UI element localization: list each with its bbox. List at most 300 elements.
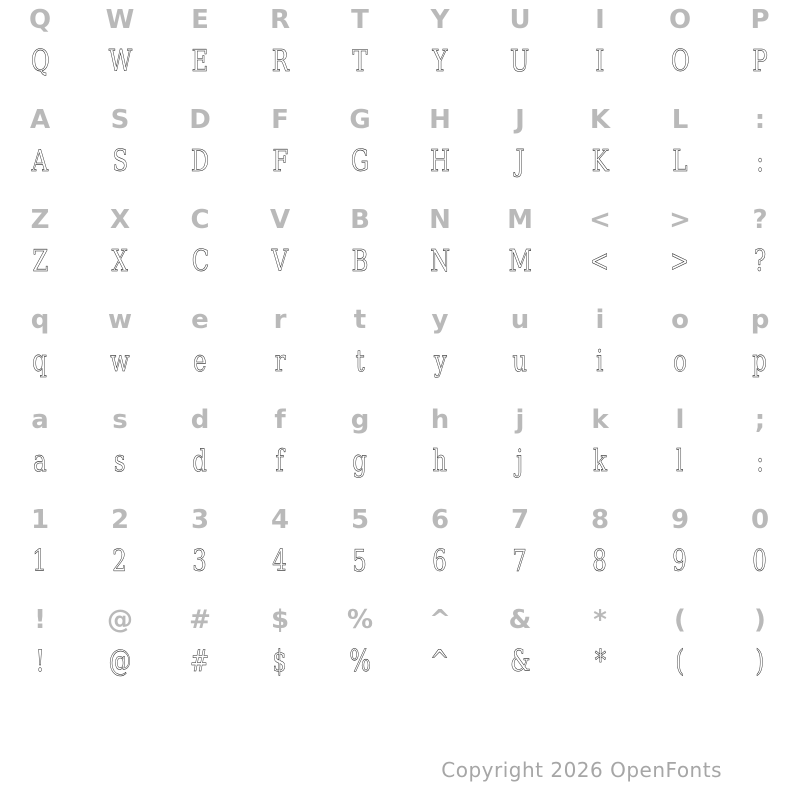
specimen-char: [80, 240, 160, 284]
label-char: [160, 300, 240, 340]
label-char: [80, 100, 160, 140]
specimen-char: [240, 140, 320, 184]
specimen-char-glyph: !: [35, 644, 45, 679]
label-char: [240, 100, 320, 140]
specimen-char: [560, 440, 640, 484]
specimen-char-glyph: <: [590, 244, 610, 279]
specimen-char-glyph: p: [752, 344, 768, 379]
label-char-glyph: *: [593, 605, 607, 635]
specimen-char-glyph: ^: [430, 644, 450, 679]
label-char: [0, 600, 80, 640]
label-char: [720, 600, 800, 640]
specimen-char: [320, 40, 400, 84]
label-char-glyph: G: [349, 105, 371, 135]
label-char: [160, 500, 240, 540]
specimen-char-glyph: Q: [30, 44, 50, 79]
label-char: [720, 200, 800, 240]
label-char: [400, 300, 480, 340]
label-char: [400, 200, 480, 240]
specimen-char: [400, 340, 480, 384]
specimen-char-glyph: O: [670, 44, 690, 79]
label-char-glyph: S: [110, 105, 130, 135]
specimen-char-glyph: f: [275, 444, 285, 479]
specimen-line: [0, 340, 800, 384]
specimen-char-glyph: Y: [432, 44, 448, 79]
specimen-line: [0, 240, 800, 284]
label-char-glyph: U: [509, 5, 531, 35]
label-char-glyph: Q: [28, 5, 52, 35]
label-char: [640, 600, 720, 640]
specimen-char: [720, 140, 800, 184]
specimen-char: [240, 40, 320, 84]
specimen-char-glyph: w: [110, 344, 130, 379]
label-char: [560, 400, 640, 440]
label-char-glyph: #: [189, 605, 211, 635]
label-char: [240, 500, 320, 540]
label-char-glyph: g: [350, 405, 370, 435]
label-char: [0, 200, 80, 240]
specimen-char: [640, 140, 720, 184]
label-char-glyph: Y: [430, 5, 450, 35]
label-char: [560, 300, 640, 340]
label-char: [560, 0, 640, 40]
specimen-char-glyph: V: [271, 244, 289, 279]
specimen-char-glyph: 7: [512, 544, 528, 579]
specimen-char: [480, 340, 560, 384]
specimen-char: [400, 140, 480, 184]
specimen-char-glyph: 5: [352, 544, 368, 579]
label-char-glyph: O: [668, 5, 692, 35]
specimen-char: [480, 440, 560, 484]
specimen-char-glyph: y: [433, 344, 447, 379]
label-char: [640, 300, 720, 340]
label-char: [160, 600, 240, 640]
specimen-char: [480, 240, 560, 284]
specimen-char-glyph: :: [756, 144, 764, 179]
specimen-char: [400, 40, 480, 84]
char-row-lowercase-top-row: [0, 300, 800, 400]
specimen-char-glyph: 2: [112, 544, 128, 579]
label-char-glyph: &: [508, 605, 532, 635]
label-char-glyph: C: [190, 205, 210, 235]
label-char: [640, 500, 720, 540]
label-char-glyph: %: [346, 605, 374, 635]
specimen-char-glyph: C: [191, 244, 209, 279]
label-char: [560, 500, 640, 540]
label-char-glyph: F: [271, 105, 289, 135]
specimen-char: [0, 440, 80, 484]
specimen-char: [480, 640, 560, 684]
label-char-glyph: 7: [510, 505, 530, 535]
label-char-glyph: 9: [670, 505, 690, 535]
specimen-char-glyph: l: [676, 444, 684, 479]
specimen-char: [160, 240, 240, 284]
label-line: [0, 100, 800, 140]
char-row-uppercase-top-row: [0, 0, 800, 100]
specimen-line: [0, 540, 800, 584]
label-char-glyph: 3: [190, 505, 210, 535]
label-char: [720, 300, 800, 340]
label-char-glyph: e: [191, 305, 209, 335]
specimen-char-glyph: E: [191, 44, 209, 79]
label-char-glyph: 0: [750, 505, 770, 535]
char-row-uppercase-home-row: [0, 100, 800, 200]
char-row-uppercase-bottom-row: [0, 200, 800, 300]
specimen-line: [0, 440, 800, 484]
specimen-char: [0, 340, 80, 384]
specimen-char: [160, 440, 240, 484]
specimen-char: [240, 340, 320, 384]
label-char: [320, 600, 400, 640]
specimen-char-glyph: t: [355, 344, 365, 379]
label-char-glyph: u: [510, 305, 530, 335]
label-char-glyph: $: [270, 605, 290, 635]
label-char-glyph: @: [107, 605, 133, 635]
specimen-char-glyph: ?: [753, 244, 767, 279]
char-row-digits-row: [0, 500, 800, 600]
label-char-glyph: r: [273, 305, 287, 335]
label-char: [640, 400, 720, 440]
label-char: [480, 100, 560, 140]
label-char-glyph: D: [189, 105, 211, 135]
label-char-glyph: 6: [430, 505, 450, 535]
label-char-glyph: R: [269, 5, 291, 35]
specimen-char: [720, 40, 800, 84]
label-char: [320, 0, 400, 40]
label-char-glyph: 8: [590, 505, 610, 535]
label-char-glyph: >: [669, 205, 691, 235]
label-char: [640, 200, 720, 240]
specimen-char: [320, 640, 400, 684]
label-char: [400, 100, 480, 140]
label-char: [160, 400, 240, 440]
label-char: [0, 400, 80, 440]
specimen-char: [720, 440, 800, 484]
specimen-char: [560, 240, 640, 284]
label-char: [400, 0, 480, 40]
specimen-char: [320, 440, 400, 484]
specimen-char: [400, 240, 480, 284]
specimen-char: [400, 540, 480, 584]
label-char-glyph: H: [429, 105, 451, 135]
specimen-char-glyph: J: [515, 144, 525, 179]
label-char: [160, 100, 240, 140]
specimen-char: [80, 140, 160, 184]
label-char-glyph: <: [589, 205, 611, 235]
label-char: [80, 500, 160, 540]
specimen-char: [480, 40, 560, 84]
label-char: [0, 300, 80, 340]
specimen-char: [320, 240, 400, 284]
label-char-glyph: K: [589, 105, 611, 135]
specimen-char: [160, 540, 240, 584]
label-char-glyph: P: [750, 5, 770, 35]
label-char-glyph: 5: [350, 505, 370, 535]
label-line: [0, 400, 800, 440]
label-char: [400, 500, 480, 540]
label-char: [480, 300, 560, 340]
specimen-char: [240, 540, 320, 584]
label-char-glyph: E: [191, 5, 209, 35]
specimen-char-glyph: Z: [32, 244, 48, 279]
specimen-char: [160, 340, 240, 384]
label-char-glyph: p: [750, 305, 770, 335]
specimen-char-glyph: X: [111, 244, 129, 279]
specimen-char-glyph: I: [595, 44, 605, 79]
label-char: [640, 100, 720, 140]
label-char-glyph: W: [105, 5, 135, 35]
specimen-char: [720, 540, 800, 584]
label-char-glyph: X: [109, 205, 131, 235]
label-char: [480, 200, 560, 240]
label-char: [240, 300, 320, 340]
specimen-char-glyph: %: [349, 644, 371, 679]
specimen-char: [640, 340, 720, 384]
specimen-char: [720, 640, 800, 684]
specimen-char: [80, 540, 160, 584]
label-char: [480, 600, 560, 640]
specimen-char-glyph: g: [352, 444, 368, 479]
label-char: [320, 200, 400, 240]
label-char: [640, 0, 720, 40]
label-char-glyph: L: [671, 105, 689, 135]
label-char: [400, 400, 480, 440]
label-char-glyph: q: [30, 305, 50, 335]
specimen-char-glyph: M: [508, 244, 532, 279]
label-char-glyph: I: [595, 5, 605, 35]
specimen-char-glyph: W: [108, 44, 132, 79]
label-char-glyph: a: [31, 405, 49, 435]
copyright-text: Copyright 2026 OpenFonts: [441, 758, 722, 782]
label-char: [240, 600, 320, 640]
label-char-glyph: t: [353, 305, 367, 335]
specimen-char-glyph: D: [190, 144, 210, 179]
label-char-glyph: ^: [429, 605, 451, 635]
label-char-glyph: B: [350, 205, 370, 235]
label-line: [0, 600, 800, 640]
specimen-char: [560, 640, 640, 684]
label-line: [0, 500, 800, 540]
label-char: [160, 200, 240, 240]
label-char-glyph: Z: [30, 205, 50, 235]
specimen-char-glyph: U: [510, 44, 530, 79]
label-char-glyph: j: [515, 405, 525, 435]
label-char-glyph: k: [591, 405, 609, 435]
label-char-glyph: s: [112, 405, 128, 435]
specimen-char-glyph: N: [430, 244, 450, 279]
specimen-char: [320, 340, 400, 384]
label-char-glyph: y: [431, 305, 449, 335]
specimen-char: [320, 540, 400, 584]
specimen-char-glyph: G: [350, 144, 370, 179]
specimen-char: [320, 140, 400, 184]
label-char-glyph: 1: [30, 505, 50, 535]
label-char: [720, 500, 800, 540]
label-char-glyph: 4: [270, 505, 290, 535]
specimen-char-glyph: 1: [32, 544, 48, 579]
label-char: [400, 600, 480, 640]
label-char: [560, 100, 640, 140]
specimen-char-glyph: L: [672, 144, 688, 179]
specimen-char-glyph: T: [352, 44, 368, 79]
specimen-char: [80, 340, 160, 384]
label-char: [320, 400, 400, 440]
specimen-char: [80, 640, 160, 684]
specimen-char: [160, 40, 240, 84]
label-char-glyph: V: [269, 205, 291, 235]
label-char: [320, 500, 400, 540]
label-char: [240, 0, 320, 40]
specimen-char-glyph: $: [272, 644, 288, 679]
specimen-char: [240, 640, 320, 684]
specimen-char: [400, 440, 480, 484]
specimen-char-glyph: @: [108, 644, 132, 679]
label-char: [320, 300, 400, 340]
specimen-char-glyph: A: [31, 144, 49, 179]
specimen-char: [640, 40, 720, 84]
specimen-char-glyph: 0: [752, 544, 768, 579]
specimen-char: [0, 240, 80, 284]
label-char-glyph: ?: [752, 205, 768, 235]
specimen-char-glyph: P: [752, 44, 768, 79]
label-char: [0, 100, 80, 140]
label-char: [720, 100, 800, 140]
specimen-char: [560, 340, 640, 384]
label-char: [560, 200, 640, 240]
label-char: [160, 0, 240, 40]
label-char-glyph: ;: [754, 405, 766, 435]
label-char-glyph: !: [34, 605, 46, 635]
specimen-char-glyph: d: [192, 444, 208, 479]
specimen-char: [0, 640, 80, 684]
specimen-char-glyph: r: [274, 344, 286, 379]
specimen-char-glyph: e: [193, 344, 207, 379]
label-char: [80, 300, 160, 340]
label-line: [0, 200, 800, 240]
specimen-char-glyph: B: [351, 244, 369, 279]
label-char: [720, 400, 800, 440]
label-char-glyph: (: [674, 605, 686, 635]
label-char-glyph: A: [29, 105, 51, 135]
label-char: [0, 500, 80, 540]
specimen-char: [480, 540, 560, 584]
specimen-char: [640, 540, 720, 584]
specimen-char: [560, 140, 640, 184]
specimen-char: [80, 440, 160, 484]
specimen-char: [160, 640, 240, 684]
specimen-char-glyph: o: [673, 344, 687, 379]
specimen-char-glyph: 4: [272, 544, 288, 579]
specimen-line: [0, 40, 800, 84]
specimen-char: [0, 40, 80, 84]
specimen-line: [0, 640, 800, 684]
specimen-char: [400, 640, 480, 684]
specimen-char: [560, 540, 640, 584]
label-line: [0, 0, 800, 40]
label-char: [240, 200, 320, 240]
label-char: [80, 600, 160, 640]
specimen-char-glyph: k: [593, 444, 607, 479]
label-char-glyph: ): [754, 605, 766, 635]
specimen-char: [0, 140, 80, 184]
label-char-glyph: :: [754, 105, 766, 135]
specimen-char-glyph: K: [591, 144, 609, 179]
specimen-char-glyph: q: [32, 344, 48, 379]
label-char-glyph: f: [274, 405, 286, 435]
specimen-char-glyph: &: [509, 644, 531, 679]
specimen-char-glyph: 3: [192, 544, 208, 579]
label-char-glyph: M: [507, 205, 533, 235]
specimen-char: [720, 340, 800, 384]
specimen-char: [0, 540, 80, 584]
specimen-char: [640, 640, 720, 684]
label-char-glyph: i: [595, 305, 605, 335]
specimen-char: [480, 140, 560, 184]
specimen-char-glyph: i: [596, 344, 604, 379]
char-row-lowercase-home-row: [0, 400, 800, 500]
specimen-char-glyph: S: [112, 144, 128, 179]
label-char: [80, 0, 160, 40]
specimen-char-glyph: :: [756, 444, 764, 479]
specimen-char: [720, 240, 800, 284]
label-char: [240, 400, 320, 440]
specimen-char: [640, 440, 720, 484]
specimen-char: [560, 40, 640, 84]
char-row-symbols-row: [0, 600, 800, 700]
specimen-char-glyph: h: [432, 444, 448, 479]
specimen-char-glyph: j: [516, 444, 524, 479]
specimen-char-glyph: H: [430, 144, 450, 179]
specimen-char: [240, 440, 320, 484]
specimen-char-glyph: #: [190, 644, 210, 679]
label-char: [560, 600, 640, 640]
specimen-char-glyph: 8: [592, 544, 608, 579]
specimen-char: [640, 240, 720, 284]
label-char: [480, 0, 560, 40]
specimen-char-glyph: *: [594, 644, 606, 679]
specimen-char-glyph: ): [755, 644, 765, 679]
specimen-char-glyph: (: [675, 644, 685, 679]
label-char-glyph: h: [430, 405, 450, 435]
label-char-glyph: T: [351, 5, 369, 35]
label-char: [80, 200, 160, 240]
label-char-glyph: d: [190, 405, 210, 435]
specimen-char: [160, 140, 240, 184]
specimen-char-glyph: a: [33, 444, 47, 479]
label-char-glyph: o: [671, 305, 689, 335]
specimen-char-glyph: s: [114, 444, 126, 479]
label-char-glyph: w: [107, 305, 133, 335]
label-line: [0, 300, 800, 340]
specimen-char: [80, 40, 160, 84]
label-char-glyph: J: [515, 105, 525, 135]
label-char-glyph: 2: [110, 505, 130, 535]
label-char-glyph: l: [675, 405, 685, 435]
label-char: [0, 0, 80, 40]
specimen-char-glyph: 6: [432, 544, 448, 579]
label-char: [720, 0, 800, 40]
label-char-glyph: N: [429, 205, 451, 235]
specimen-char-glyph: 9: [672, 544, 688, 579]
label-char: [80, 400, 160, 440]
specimen-char-glyph: >: [670, 244, 690, 279]
specimen-char-glyph: F: [272, 144, 288, 179]
specimen-char: [240, 240, 320, 284]
label-char: [480, 500, 560, 540]
label-char: [480, 400, 560, 440]
specimen-char-glyph: u: [512, 344, 528, 379]
specimen-char-glyph: R: [271, 44, 289, 79]
